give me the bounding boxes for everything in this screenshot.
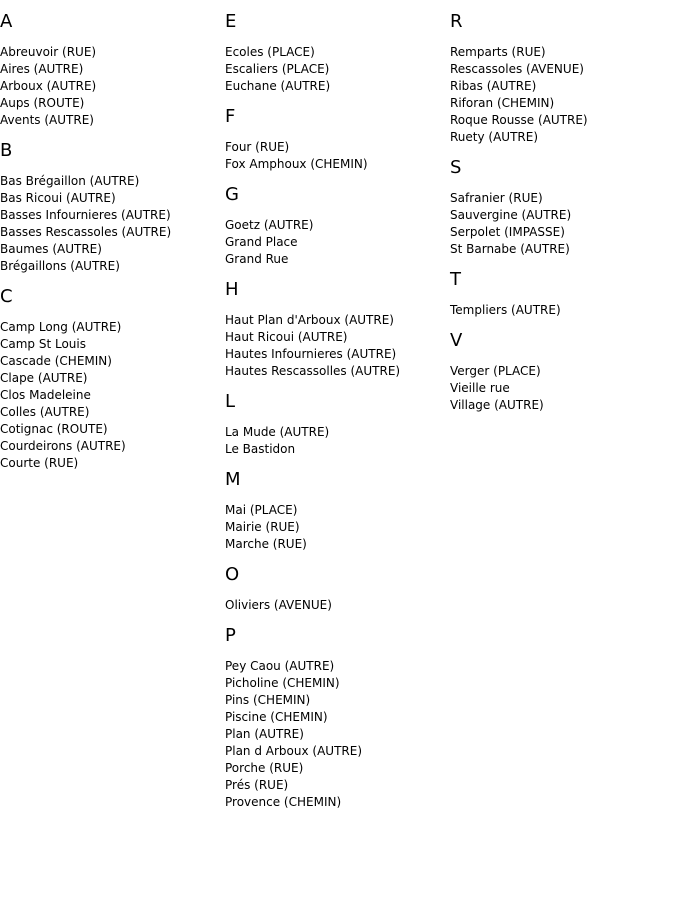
street-link[interactable]: Verger (PLACE): [450, 364, 541, 378]
street-link[interactable]: Baumes (AUTRE): [0, 242, 102, 256]
letter-group-l: [225, 392, 400, 458]
street-link[interactable]: Colles (AUTRE): [0, 405, 90, 419]
street-link[interactable]: Bas Brégaillon (AUTRE): [0, 174, 140, 188]
letter-group-f: [225, 107, 400, 173]
street-link[interactable]: Remparts (RUE): [450, 45, 546, 59]
street-link[interactable]: Vieille rue: [450, 381, 510, 395]
street-link[interactable]: Grand Place: [225, 235, 298, 249]
letter-heading: A: [0, 11, 13, 32]
street-link[interactable]: Porche (RUE): [225, 761, 304, 775]
street-link[interactable]: Rescassoles (AVENUE): [450, 62, 584, 76]
letter-heading: R: [450, 11, 463, 32]
street-link[interactable]: Provence (CHEMIN): [225, 795, 342, 809]
letter-group-h: [225, 280, 400, 380]
street-link[interactable]: Hautes Infournieres (AUTRE): [225, 347, 397, 361]
street-link[interactable]: Fox Amphoux (CHEMIN): [225, 157, 368, 171]
street-link[interactable]: La Mude (AUTRE): [225, 425, 330, 439]
letter-heading: E: [225, 11, 237, 32]
street-link[interactable]: Arboux (AUTRE): [0, 79, 97, 93]
street-link[interactable]: Grand Rue: [225, 252, 289, 266]
street-link[interactable]: Serpolet (IMPASSE): [450, 225, 565, 239]
letter-group-m: [225, 470, 400, 553]
street-link[interactable]: Le Bastidon: [225, 442, 296, 456]
letter-heading: O: [225, 564, 240, 585]
street-link[interactable]: Plan (AUTRE): [225, 727, 304, 741]
street-link[interactable]: Ecoles (PLACE): [225, 45, 315, 59]
letter-heading: H: [225, 279, 239, 300]
letter-heading: S: [450, 157, 462, 178]
street-link[interactable]: Ruety (AUTRE): [450, 130, 539, 144]
street-link[interactable]: Basses Rescassoles (AUTRE): [0, 225, 172, 239]
street-link[interactable]: Ribas (AUTRE): [450, 79, 537, 93]
street-link[interactable]: Clos Madeleine: [0, 388, 91, 402]
street-link[interactable]: Aires (AUTRE): [0, 62, 84, 76]
street-link[interactable]: Haut Ricoui (AUTRE): [225, 330, 348, 344]
street-link[interactable]: Hautes Rescassolles (AUTRE): [225, 364, 401, 378]
street-link[interactable]: Cotignac (ROUTE): [0, 422, 108, 436]
letter-group-c: [0, 287, 171, 472]
street-link[interactable]: Templiers (AUTRE): [450, 303, 561, 317]
street-link[interactable]: Mai (PLACE): [225, 503, 298, 517]
street-link[interactable]: Bas Ricoui (AUTRE): [0, 191, 116, 205]
street-link[interactable]: Oliviers (AVENUE): [225, 598, 332, 612]
letter-heading: G: [225, 184, 239, 205]
street-link[interactable]: Prés (RUE): [225, 778, 289, 792]
letter-group-o: [225, 565, 400, 614]
street-link[interactable]: Clape (AUTRE): [0, 371, 88, 385]
letter-heading: C: [0, 286, 13, 307]
street-link[interactable]: Brégaillons (AUTRE): [0, 259, 120, 273]
letter-heading: V: [450, 330, 463, 351]
letter-group-e: [225, 12, 400, 95]
street-link[interactable]: Picholine (CHEMIN): [225, 676, 340, 690]
street-link[interactable]: Haut Plan d'Arboux (AUTRE): [225, 313, 394, 327]
street-link[interactable]: Sauvergine (AUTRE): [450, 208, 572, 222]
street-link[interactable]: Roque Rousse (AUTRE): [450, 113, 588, 127]
street-link[interactable]: Camp St Louis: [0, 337, 86, 351]
letter-group-r: [450, 12, 588, 146]
street-link[interactable]: Escaliers (PLACE): [225, 62, 330, 76]
letter-group-p: [225, 626, 400, 811]
street-link[interactable]: Courte (RUE): [0, 456, 79, 470]
letter-heading: P: [225, 625, 236, 646]
letter-heading: B: [0, 140, 13, 161]
street-link[interactable]: Piscine (CHEMIN): [225, 710, 328, 724]
letter-heading: L: [225, 391, 236, 412]
letter-heading: M: [225, 469, 241, 490]
street-link[interactable]: Four (RUE): [225, 140, 290, 154]
street-link[interactable]: Goetz (AUTRE): [225, 218, 314, 232]
street-link[interactable]: Abreuvoir (RUE): [0, 45, 97, 59]
street-link[interactable]: Euchane (AUTRE): [225, 79, 331, 93]
index-column: [225, 12, 400, 823]
street-link[interactable]: St Barnabe (AUTRE): [450, 242, 570, 256]
letter-group-g: [225, 185, 400, 268]
street-link[interactable]: Camp Long (AUTRE): [0, 320, 122, 334]
street-link[interactable]: Mairie (RUE): [225, 520, 300, 534]
letter-group-s: [450, 158, 588, 258]
street-link[interactable]: Pins (CHEMIN): [225, 693, 311, 707]
street-link[interactable]: Pey Caou (AUTRE): [225, 659, 335, 673]
letter-heading: T: [450, 269, 461, 290]
street-link[interactable]: Basses Infournieres (AUTRE): [0, 208, 171, 222]
letter-group-a: [0, 12, 171, 129]
street-link[interactable]: Village (AUTRE): [450, 398, 544, 412]
index-column: [450, 12, 588, 426]
letter-group-t: [450, 270, 588, 319]
street-link[interactable]: Avents (AUTRE): [0, 113, 94, 127]
index-column: [0, 12, 171, 484]
street-link[interactable]: Aups (ROUTE): [0, 96, 85, 110]
letter-group-v: [450, 331, 588, 414]
street-link[interactable]: Cascade (CHEMIN): [0, 354, 112, 368]
street-link[interactable]: Courdeirons (AUTRE): [0, 439, 126, 453]
street-link[interactable]: Riforan (CHEMIN): [450, 96, 555, 110]
street-link[interactable]: Safranier (RUE): [450, 191, 543, 205]
letter-heading: F: [225, 106, 236, 127]
letter-group-b: [0, 141, 171, 275]
street-link[interactable]: Plan d Arboux (AUTRE): [225, 744, 363, 758]
street-link[interactable]: Marche (RUE): [225, 537, 307, 551]
